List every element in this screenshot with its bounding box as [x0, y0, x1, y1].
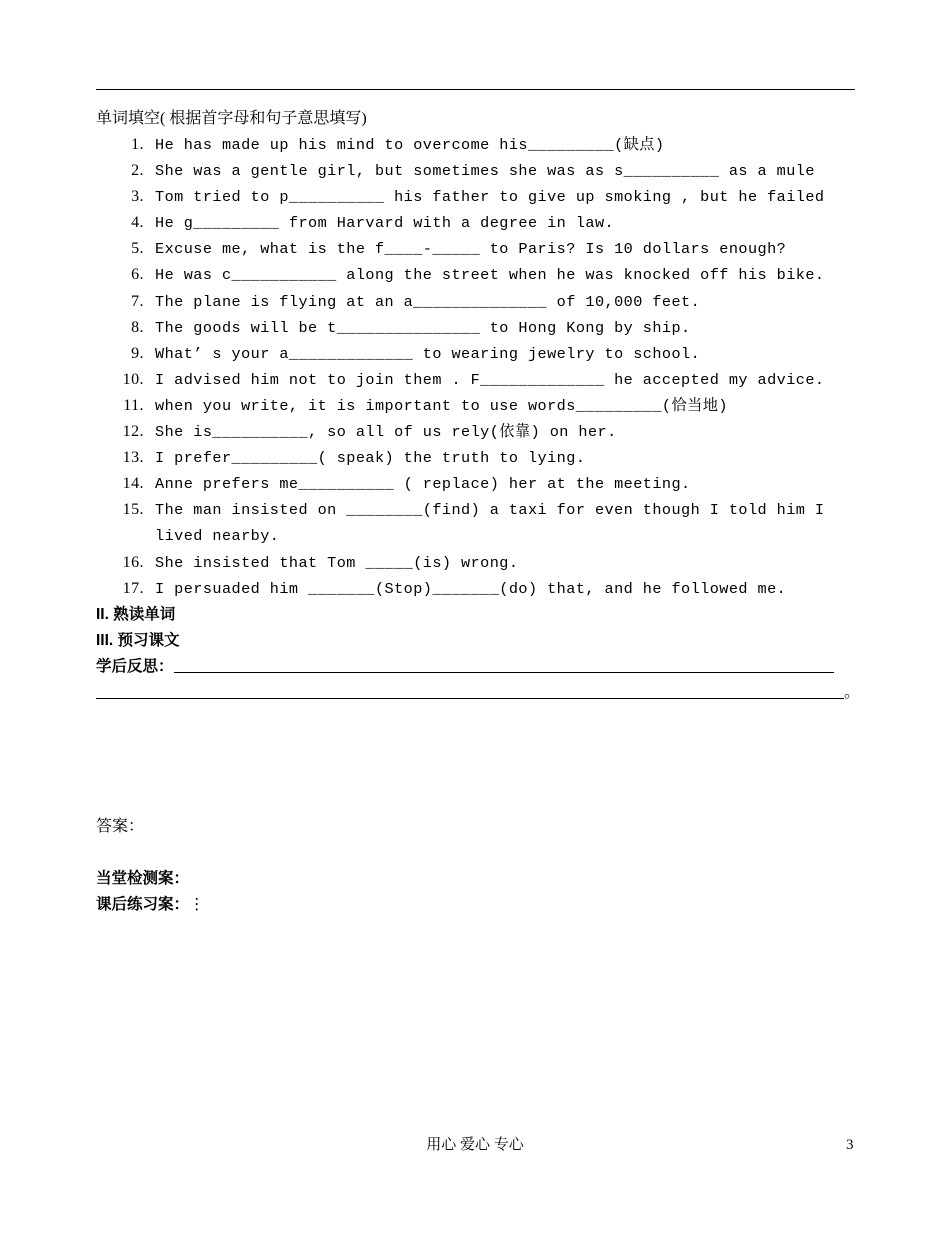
exercise-item: [96, 367, 856, 393]
exercise-item: [96, 445, 856, 471]
after-class-practice-row: [96, 892, 205, 918]
exercise-item: [96, 471, 856, 497]
exercise-text: Excuse me, what is the f____-_____ to Paris? Is 10 dollars enough?: [155, 240, 787, 259]
exercise-text: What’ s your a_____________ to wearing jewelry to school.: [155, 344, 701, 363]
exercise-item: [96, 158, 856, 184]
exercise-text: The plane is flying at an a______________ of 10,000 feet.: [155, 292, 701, 311]
exercise-text: He g_________ from Harvard with a degree in law.: [155, 214, 615, 233]
exercise-item: [96, 419, 856, 445]
exercise-text: Anne prefers me__________ ( replace) her at the meeting.: [155, 475, 691, 494]
worksheet-content: [96, 106, 861, 706]
exercise-number: 13.: [122, 449, 144, 467]
exercise-number: 15.: [122, 501, 144, 519]
exercise-list: [96, 132, 856, 602]
exercise-item: [96, 132, 856, 158]
after-class-practice-label: 课后练习案：: [96, 896, 190, 913]
reflection-blank-line[interactable]: [174, 672, 834, 673]
exercise-number: 3.: [131, 188, 144, 206]
exercise-text: The man insisted on ________(find) a taxi for even though I told him I lived nearby.: [155, 501, 835, 546]
exercise-number: 9.: [131, 344, 144, 362]
reflection-row: [96, 654, 856, 680]
exercise-item: [96, 289, 856, 315]
part-two-heading: II. 熟读单词: [96, 605, 176, 623]
exercise-number: 1.: [131, 136, 144, 153]
exercise-text: He has made up his mind to overcome his_________(缺点): [155, 136, 665, 154]
exercise-text: I prefer_________( speak) the truth to lying.: [155, 449, 586, 468]
exercise-number: 12.: [122, 423, 144, 441]
reflection-row-2: [96, 680, 861, 706]
exercise-text: She insisted that Tom _____(is) wrong.: [155, 553, 519, 572]
exercise-item: [96, 393, 856, 419]
exercise-number: 16.: [122, 553, 144, 571]
exercise-number: 5.: [131, 240, 144, 258]
reflection-label: 学后反思：: [96, 657, 174, 675]
section-title: 单词填空( 根据首字母和句子意思填写): [96, 110, 367, 127]
exercise-item: [96, 576, 856, 602]
after-class-mark: ⋮: [189, 896, 205, 913]
exercise-item: [96, 341, 856, 367]
exercise-number: 4.: [131, 214, 144, 232]
exercise-item: [96, 210, 856, 236]
footer-motto: 用心 爱心 专心: [426, 1137, 524, 1153]
exercise-number: 8.: [131, 318, 144, 336]
in-class-check-label: 当堂检测案：: [96, 870, 190, 887]
exercise-text: I advised him not to join them . F_____________ he accepted my advice.: [155, 370, 825, 389]
exercise-item: [96, 315, 856, 341]
part-three-heading: III. 预习课文: [96, 631, 180, 649]
exercise-number: 6.: [131, 266, 144, 284]
reflection-blank-line-2[interactable]: [96, 698, 844, 699]
header-rule: [96, 89, 855, 90]
exercise-number: 17.: [122, 579, 144, 597]
exercise-text: Tom tried to p__________ his father to give up smoking , but he failed: [155, 188, 825, 207]
exercise-text: I persuaded him _______(Stop)_______(do) that, and he followed me.: [155, 579, 787, 598]
exercise-item: [96, 262, 856, 288]
exercise-item: [96, 550, 856, 576]
exercise-number: 10.: [122, 370, 144, 388]
exercise-text: He was c___________ along the street when he was knocked off his bike.: [155, 266, 825, 285]
exercise-number: 2.: [131, 162, 144, 180]
exercise-text: She was a gentle girl, but sometimes she was as s__________ as a mule: [155, 162, 815, 181]
exercise-number: 11.: [123, 396, 144, 414]
answer-label: 答案：: [96, 818, 145, 835]
reflection-period: 。: [844, 683, 861, 701]
exercise-text: The goods will be t_______________ to Hong Kong by ship.: [155, 318, 691, 337]
exercise-number: 7.: [131, 292, 144, 310]
exercise-text: when you write, it is important to use words_________(恰当地): [155, 396, 728, 415]
exercise-number: 14.: [122, 475, 144, 493]
exercise-item: [96, 497, 856, 549]
exercise-item: [96, 184, 856, 210]
exercise-text: She is__________, so all of us rely(依靠) on her.: [155, 423, 617, 442]
page-number: 3: [846, 1137, 854, 1153]
exercise-item: [96, 236, 856, 262]
